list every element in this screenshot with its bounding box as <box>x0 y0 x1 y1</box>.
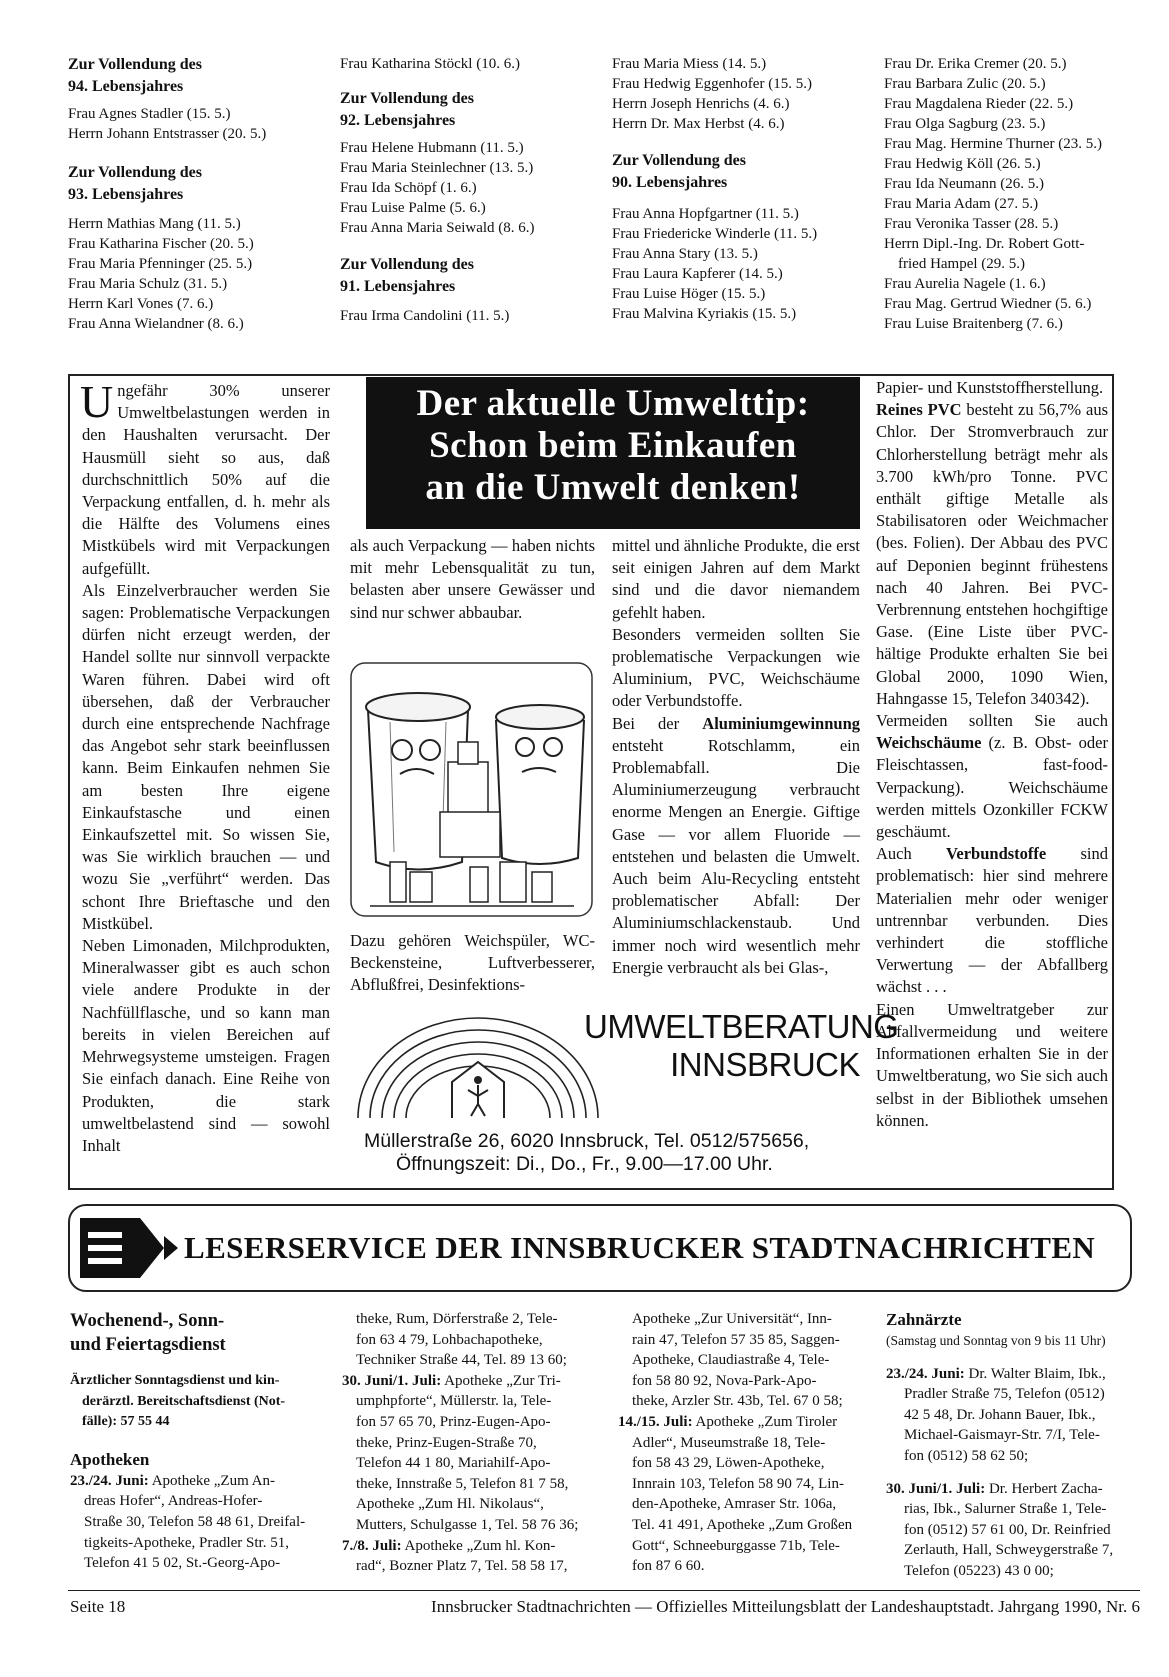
list-item: rad“, Bozner Platz 7, Tel. 58 58 17, <box>356 1558 568 1575</box>
list-item: fon 57 65 70, Prinz-Eugen-Apo- <box>356 1413 551 1430</box>
list-item: Frau Luise Palme (5. 6.) <box>340 200 486 216</box>
text-span: Apotheke „Zum Tiroler <box>692 1413 838 1430</box>
illustration-svg <box>350 662 593 917</box>
paragraph: Papier- und Kunststoffherstellung. <box>876 378 1104 397</box>
list-item: Frau Agnes Stadler (15. 5.) <box>68 106 231 122</box>
text-span: sind problematisch: hier sind mehrere Materialien mehr oder weniger untrennbar verbunden. Dies verhindert die stoffliche Verwertung — der Abfallberg wächst . . . <box>876 844 1108 997</box>
text-span: entsteht Rotschlamm, ein Problemabfall. Die Aluminiumerzeugung verbraucht enorme Mengen an Energie. Giftige Gase — vor allem Fluoride — entstehen und belasten die Umwelt. Auch beim Alu-Recycling entsteht problematischer Abfall: Der Aluminiumschlackenstaub. Und immer noch wird wesentlich mehr Energie verbraucht als bei Glas-, <box>612 735 860 977</box>
text-span: Dr. Herbert Zacha- <box>985 1480 1103 1497</box>
date-label: 30. Juni/1. Juli: <box>342 1372 442 1389</box>
heading-90: Zur Vollendung des 90. Lebensjahres <box>612 152 746 191</box>
list-item: Pradler Straße 75, Telefon (0512) <box>904 1386 1105 1403</box>
env-column-3 <box>612 535 860 979</box>
text-span: Apotheke „Zur Tri- <box>441 1372 561 1389</box>
date-label: 23./24. Juni: <box>886 1365 965 1382</box>
env-column-4 <box>876 377 1108 1132</box>
banner-line: Schon beim Einkaufen <box>429 425 797 466</box>
footer-text: Innsbrucker Stadtnachrichten — Offizielles Mitteilungsblatt der Landeshauptstadt. Jahrgang 1990, Nr. 6 <box>431 1597 1140 1616</box>
list-item: Frau Luise Braitenberg (7. 6.) <box>884 316 1063 332</box>
list-item: theke, Innstraße 5, Telefon 81 7 58, <box>356 1475 569 1492</box>
list-item: Frau Olga Sagburg (23. 5.) <box>884 116 1046 132</box>
list-item: Frau Anna Hopfgartner (11. 5.) <box>612 206 799 222</box>
bold-term: Aluminiumgewinnung <box>702 713 860 733</box>
paragraph: Besonders vermeiden sollten Sie problematische Verpackungen wie Aluminium, PVC, Weichschäume oder Verbundstoffe. <box>612 624 860 711</box>
list-item: Frau Dr. Erika Cremer (20. 5.) <box>884 56 1067 72</box>
logo-arcs-icon <box>352 1010 602 1120</box>
list-item: Frau Mag. Gertrud Wiedner (5. 6.) <box>884 296 1092 312</box>
list-item: Frau Maria Adam (27. 5.) <box>884 196 1039 212</box>
env-column-2-bottom <box>350 930 595 997</box>
list-item: Herrn Johann Entstrasser (20. 5.) <box>68 126 267 142</box>
list-item: Mutters, Schulgasse 1, Tel. 58 76 36; <box>356 1516 579 1533</box>
list-item: fon 58 43 29, Löwen-Apotheke, <box>632 1455 825 1472</box>
section-heading: Wochenend-, Sonn- und Feiertagsdienst <box>70 1311 226 1355</box>
list-item: Telefon (05223) 43 0 00; <box>904 1562 1054 1579</box>
heading-91: Zur Vollendung des 91. Lebensjahres <box>340 256 474 295</box>
banner-line: Der aktuelle Umwelttip: <box>416 383 810 424</box>
list-item: 42 5 48, Dr. Johann Bauer, Ibk., <box>904 1406 1096 1423</box>
list-item: Michael-Gaismayr-Str. 7/I, Tele- <box>904 1427 1100 1444</box>
env-column-1 <box>80 376 330 1157</box>
list-item: Frau Anna Stary (13. 5.) <box>612 246 758 262</box>
paragraph: Neben Limonaden, Milchprodukten, Mineralwasser gibt es auch schon viele andere Produkte in der Nachfüllflasche, und so kann man bereits in vielen Bereichen auf Mehrwegsysteme umsteigen. Fragen Sie einfach danach. Eine Reihe von Produkten, die stark umweltbelastend sind — sowohl Inhalt <box>82 936 330 1155</box>
service-column-4 <box>886 1309 1142 1582</box>
birthday-column-2 <box>340 54 580 326</box>
text-span: Vermeiden sollten Sie auch <box>876 711 1108 731</box>
list-item: tigkeits-Apotheke, Pradler Str. 51, <box>84 1534 289 1551</box>
list-item: Straße 30, Telefon 58 48 61, Dreifal- <box>84 1513 306 1530</box>
footer-rule <box>68 1590 1140 1591</box>
list-item: fon (0512) 57 61 00, Dr. Reinfried <box>904 1521 1111 1538</box>
list-item: Frau Katharina Stöckl (10. 6.) <box>340 56 520 72</box>
list-item: fon 87 6 60. <box>632 1558 705 1575</box>
service-column-3 <box>618 1309 880 1577</box>
list-item: Frau Laura Kapferer (14. 5.) <box>612 266 783 282</box>
bold-term: Weichschäume <box>876 733 982 753</box>
list-item: Frau Irma Candolini (11. 5.) <box>340 308 510 324</box>
page-number: Seite 18 <box>70 1597 126 1616</box>
list-item: Apotheke „Zur Universität“, Inn- <box>632 1311 832 1327</box>
list-item: Gott“, Schneeburggasse 71b, Tele- <box>632 1537 840 1554</box>
heading-93: Zur Vollendung des 93. Lebensjahres <box>68 164 202 203</box>
bold-term: Verbundstoffe <box>946 844 1047 864</box>
list-item: Adler“, Museumstraße 18, Tele- <box>632 1434 826 1451</box>
list-item: Frau Ida Schöpf (1. 6.) <box>340 180 477 196</box>
list-item: Innrain 103, Telefon 58 90 74, Lin- <box>632 1475 844 1492</box>
list-item: fon 63 4 79, Lohbachapotheke, <box>356 1331 543 1348</box>
list-item: fried Hampel (29. 5.) <box>898 256 1026 272</box>
logo-line: INNSBRUCK <box>670 1046 860 1083</box>
date-label: 30. Juni/1. Juli: <box>886 1480 986 1497</box>
list-item: Tel. 41 491, Apotheke „Zum Großen <box>632 1516 853 1533</box>
list-item: Frau Malvina Kyriakis (15. 5.) <box>612 306 797 322</box>
list-item: Frau Maria Miess (14. 5.) <box>612 56 767 72</box>
list-item: Frau Magdalena Rieder (22. 5.) <box>884 96 1074 112</box>
list-item: Herrn Joseph Henrichs (4. 6.) <box>612 96 790 112</box>
contact-info <box>364 1130 864 1176</box>
list-item: Frau Hedwig Köll (26. 5.) <box>884 156 1041 172</box>
service-column-1 <box>70 1309 328 1574</box>
birthday-column-3 <box>612 54 862 324</box>
env-column-2-top <box>350 535 595 624</box>
text-span: Auch <box>876 844 946 864</box>
list-item: Frau Maria Pfenninger (25. 5.) <box>68 256 253 272</box>
list-item: Zerlauth, Hall, Schweygerstraße 7, <box>904 1542 1114 1559</box>
drop-cap: U <box>80 376 114 427</box>
environment-banner <box>366 377 860 529</box>
leserservice-title: LESERSERVICE DER INNSBRUCKER STADTNACHRICHTEN <box>184 1230 1096 1265</box>
list-item: Frau Mag. Hermine Thurner (23. 5.) <box>884 136 1102 152</box>
list-item: Herrn Dipl.-Ing. Dr. Robert Gott- <box>884 236 1085 252</box>
text-span: Apotheke „Zum An- <box>148 1472 275 1489</box>
list-item: Frau Katharina Fischer (20. 5.) <box>68 236 254 252</box>
list-item: Frau Ida Neumann (26. 5.) <box>884 176 1044 192</box>
umweltberatung-logo <box>352 1010 602 1120</box>
logo-line: UMWELTBERATUNG <box>584 1008 899 1045</box>
paragraph: als auch Verpackung — haben nichts mit mehr Lebensqualität zu tun, belasten aber unsere Gewässer und sind nur schwer abbaubar. <box>350 536 595 622</box>
list-item: Herrn Dr. Max Herbst (4. 6.) <box>612 116 785 132</box>
list-item: theke, Prinz-Eugen-Straße 70, <box>356 1434 537 1451</box>
date-label: 7./8. Juli: <box>342 1537 402 1554</box>
bold-term: Reines PVC <box>876 400 962 420</box>
text-span: Bei der <box>612 713 703 733</box>
list-item: Frau Hedwig Eggenhofer (15. 5.) <box>612 76 812 92</box>
paragraph: Als Einzelverbraucher werden Sie sagen: Problematische Verpackungen dürfen nicht erzeugt werden, der Handel sollte nur sinnvoll verpackte Waren führen. Dabei wird oft übersehen, daß der Verbraucher durch eine entsprechende Nachfrage das Angebot sehr stark beeinflussen kann. Beim Einkaufen nehmen Sie am besten Ihre eigene Einkaufstasche und einen Einkaufszettel mit. So wissen Sie, was Sie wirklich brauchen — und wozu Sie „verführt“ werden. Das schont Ihre Brieftasche und den Mistkübel. <box>82 580 330 933</box>
birthday-column-1 <box>68 54 318 334</box>
text-span: Apotheke „Zum hl. Kon- <box>401 1537 556 1554</box>
list-item: Frau Anna Maria Seiwald (8. 6.) <box>340 220 535 236</box>
text-span: Dr. Walter Blaim, Ibk., <box>964 1365 1106 1382</box>
opening-hours: Öffnungszeit: Di., Do., Fr., 9.00—17.00 Uhr. <box>396 1153 773 1175</box>
trash-bins-illustration <box>350 662 593 917</box>
list-item: dreas Hofer“, Andreas-Hofer- <box>84 1493 263 1510</box>
heading-92: Zur Vollendung des 92. Lebensjahres <box>340 90 474 129</box>
pharmacies-heading: Apotheken <box>70 1449 150 1469</box>
banner-line: an die Umwelt denken! <box>425 467 801 508</box>
birthday-column-4 <box>884 54 1124 334</box>
list-item: Techniker Straße 44, Tel. 89 13 60; <box>356 1352 567 1369</box>
list-item: Apotheke „Zum Hl. Nikolaus“, <box>356 1496 544 1513</box>
list-item: Frau Aurelia Nagele (1. 6.) <box>884 276 1046 292</box>
dentists-hours: (Samstag und Sonntag von 9 bis 11 Uhr) <box>886 1333 1106 1348</box>
list-item: Frau Veronika Tasser (28. 5.) <box>884 216 1059 232</box>
paragraph: Dazu gehören Weichspüler, WC-Beckensteine, Luftverbesserer, Abflußfrei, Desinfektions- <box>350 931 595 995</box>
date-label: 23./24. Juni: <box>70 1472 149 1489</box>
list-item: Telefon 44 1 80, Mariahilf-Apo- <box>356 1455 551 1472</box>
list-item: rias, Ibk., Salurner Straße 1, Tele- <box>904 1501 1107 1518</box>
list-item: fon 58 80 92, Nova-Park-Apo- <box>632 1372 817 1389</box>
list-item: Apotheke, Claudiastraße 4, Tele- <box>632 1352 830 1369</box>
list-item: Frau Luise Höger (15. 5.) <box>612 286 766 302</box>
emergency-service: Ärztlicher Sonntagsdienst und kin- derärztl. Bereitschaftsdienst (Not- fälle): 57 55 44 <box>70 1373 286 1430</box>
list-item: Herrn Mathias Mang (11. 5.) <box>68 216 241 232</box>
list-item: umphpforte“, Müllerstr. la, Tele- <box>356 1393 552 1410</box>
list-item: Frau Helene Hubmann (11. 5.) <box>340 140 524 156</box>
address: Müllerstraße 26, 6020 Innsbruck, Tel. 0512/575656, <box>364 1130 810 1152</box>
date-label: 14./15. Juli: <box>618 1413 693 1430</box>
list-item: den-Apotheke, Amraser Str. 106a, <box>632 1496 837 1513</box>
paragraph: ngefähr 30% unserer Umweltbelastungen werden in den Haushalten verursacht. Der Hausmüll sieht so aus, daß durchschnittlich 50% auf die Verpackung entfallen, d. h. mehr als die Hälfte des Volumens eines Mistkübels wird mit Verpackungen aufgefüllt. <box>82 381 330 578</box>
list-item: theke, Arzler Str. 43b, Tel. 67 0 58; <box>632 1393 843 1410</box>
list-item: Frau Barbara Zulic (20. 5.) <box>884 76 1046 92</box>
heading-94: Zur Vollendung des 94. Lebensjahres <box>68 56 202 95</box>
list-item: Herrn Karl Vones (7. 6.) <box>68 296 214 312</box>
list-item: Frau Maria Schulz (31. 5.) <box>68 276 228 292</box>
service-column-2 <box>342 1309 604 1577</box>
text-span: (z. B. Obst- oder Fleischtassen, fast-food-Verpackung). Weichschäume werden mittels Ozonkiller FCKW geschäumt. <box>876 733 1108 842</box>
list-item: Telefon 41 5 02, St.-Georg-Apo- <box>84 1555 281 1572</box>
text-span: besteht zu 56,7% aus Chlor. Der Stromverbrauch zur Chlorherstellung beträgt mehr als 3.700 kWh/pro Tonne. PVC enthält giftige Metalle als Stabilisatoren oder Weichmacher (bes. Folien). Der Abbau des PVC auf Deponien beginnt frühestens nach 40 Jahren. Bei PVC-Verbrennung entstehen hochgiftige Gase. (Eine Liste über PVC-hältige Produkte erhalten Sie bei Global 2000, 1090 Wien, Hahngasse 15, Telefon 340342). <box>876 400 1108 708</box>
list-item: theke, Rum, Dörferstraße 2, Tele- <box>356 1311 558 1327</box>
list-item: Frau Maria Steinlechner (13. 5.) <box>340 160 534 176</box>
leserservice-arrow-icon <box>80 1218 178 1278</box>
dentists-heading: Zahnärzte <box>886 1310 962 1329</box>
list-item: rain 47, Telefon 57 35 85, Saggen- <box>632 1331 840 1348</box>
list-item: Frau Anna Wielandner (8. 6.) <box>68 316 244 332</box>
paragraph: mittel und ähnliche Produkte, die erst seit einigen Jahren auf dem Markt sind und die davor niemandem gefehlt haben. <box>612 536 860 622</box>
list-item: Frau Friedericke Winderle (11. 5.) <box>612 226 818 242</box>
paragraph: Einen Umweltratgeber zur Abfallvermeidung und weitere Informationen erhalten Sie in der Umweltberatung, wo Sie sich auch selbst in der Bibliothek umsehen können. <box>876 999 1108 1130</box>
list-item: fon (0512) 58 62 50; <box>904 1447 1029 1464</box>
logo-title <box>584 1008 899 1084</box>
